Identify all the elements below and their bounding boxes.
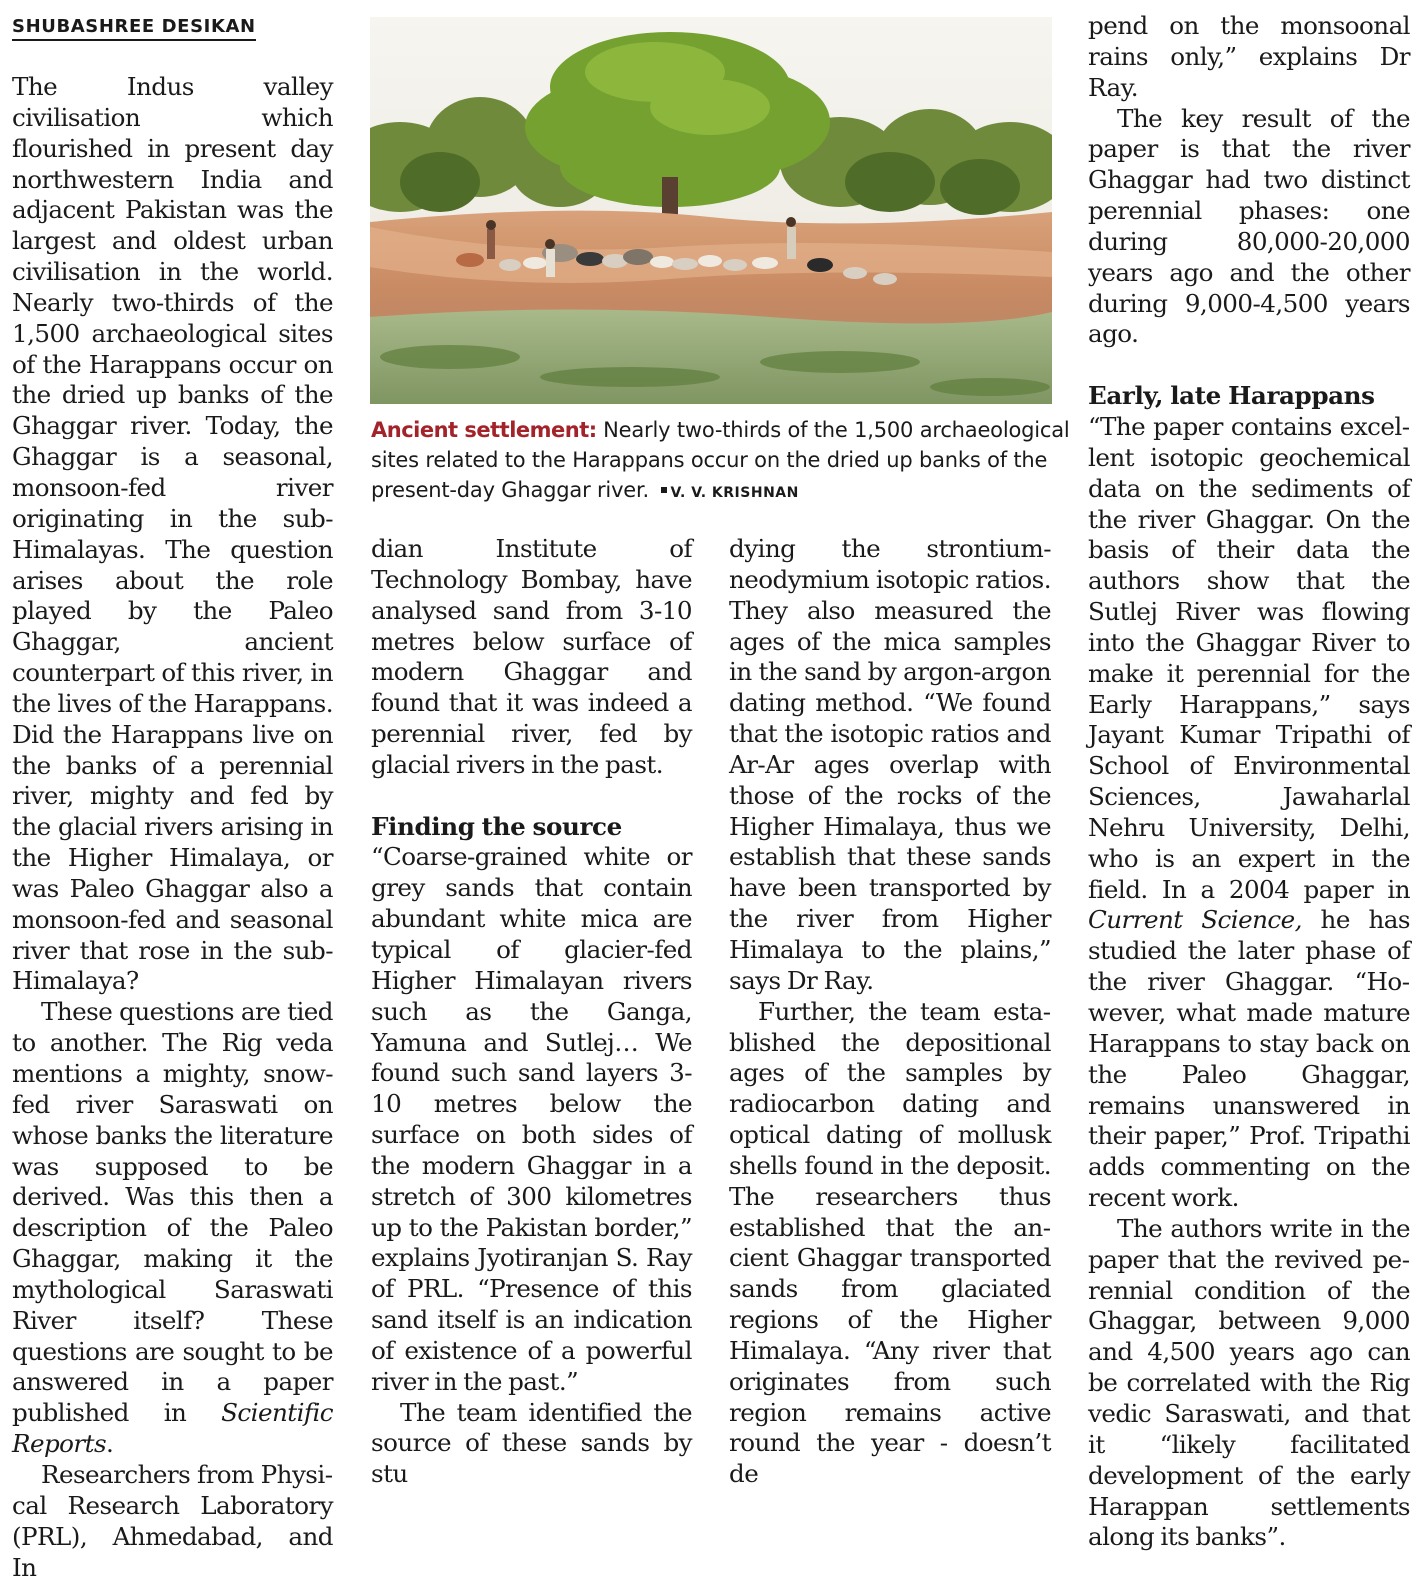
paragraph-text: These questions are tied to another. The Rig veda mentions a mighty, snow-fed river Saraswati on whose banks the literature was supposed to be derived. Was this then a description of the Paleo Ghaggar, making it the mythological Saraswati River itself? These questions are sought to be answered in a paper published in: [12, 997, 333, 1428]
journal-name: Current Science,: [1088, 905, 1302, 935]
caption-lead: Ancient settlement:: [371, 418, 597, 442]
article-paragraph: Researchers from Physical Research Laboratory (PRL), Ahmedabad, and In: [12, 1459, 333, 1582]
article-paragraph: dying the strontium-neodymium isotopic ratios. They also measured the ages of the mica samples in the sand by argon-argon dating method. “We found that the isotopic ratios and Ar-Ar ages overlap with those of the rocks of the Higher Himalaya, thus we establish that these sands have been transported by the river from Higher Himalaya to the plains,” says Dr Ray.: [729, 534, 1051, 995]
credit-marker-icon: [661, 487, 667, 493]
caption-text: Nearly two-thirds of the 1,500 archaeological sites related to the Harappans occur on the dried up banks of the present-day Ghaggar river.: [371, 418, 1070, 503]
article-paragraph: dian Institute of Technology Bombay, have analysed sand from 3-10 metres below surface of modern Ghaggar and found that it was indeed a perennial river, fed by glacial rivers in the past.: [371, 534, 692, 779]
paragraph-text: “The paper contains excellent isotopic geochemical data on the sediments of the river Ghaggar. On the basis of their data the authors show that the Sutlej River was flowing into the Ghaggar River to make it perennial for the Early Harappans,” says Jayant Kumar Tripathi of School of Environmental Sciences, Jawaharlal Nehru University, Delhi, who is an expert in the field. In a 2004 paper in: [1088, 411, 1410, 904]
article-column-3: [729, 534, 1051, 1490]
paragraph-text: .: [106, 1429, 114, 1459]
article-paragraph: “Coarse-grained white or grey sands that contain abundant white mica are typical of glacier-fed Higher Himalayan rivers such as the Ganga, Yamuna and Sutlej… We found such sand layers 3-10 metres below the surface on both sides of the modern Ghaggar in a stretch of 300 kilometres up to the Pakistan border,” explains Jyotiranjan S. Ray of PRL. “Presence of this sand itself is an indication of existence of a powerful river in the past.”: [371, 842, 692, 1396]
article-column-1: [12, 72, 333, 1583]
paragraph-text: he has studied the later phase of the river Ghaggar. “However, what made mature Harappans to stay back on the Paleo Ghaggar, remains unanswered in their paper,” Prof. Tripathi adds commenting on the recent work.: [1088, 905, 1410, 1213]
author-byline: SHUBASHREE DESIKAN: [12, 16, 256, 41]
subheading-finding-the-source: Finding the source: [371, 811, 622, 841]
article-paragraph: pend on the monsoonal rains only,” explains Dr Ray.: [1088, 11, 1410, 102]
article-column-2: [371, 534, 692, 1490]
article-paragraph: Further, the team established the depositional ages of the samples by radiocarbon dating and optical dating of mollusk shells found in the deposit. The researchers thus established that the ancient Ghaggar transported sands from glaciated regions of the Higher Himalaya. “Any river that originates from such region remains active round the year - doesn’t de: [729, 996, 1051, 1489]
article-paragraph: [1088, 412, 1410, 1214]
article-paragraph: [12, 997, 333, 1460]
subheading-early-late-harappans: Early, late Harappans: [1088, 381, 1375, 411]
photo-credit: V. V. KRISHNAN: [670, 485, 799, 502]
photo-caption: [371, 415, 1071, 509]
article-paragraph: The team identified the source of these sands by stu: [371, 1397, 692, 1489]
article-paragraph: The authors write in the paper that the revived perennial condition of the Ghaggar, between 9,000 and 4,500 years ago can be correlated with the Rig vedic Saraswati, and that it “likely facilitated development of the early Harappan settlements along its banks”.: [1088, 1213, 1410, 1552]
article-paragraph: The Indus valley civilisation which flourished in present day northwestern India and adjacent Pakistan was the largest and oldest urban civilisation in the world. Nearly two-thirds of the 1,500 archaeological sites of the Harappans occur on the dried up banks of the Ghaggar river. Today, the Ghaggar is a seasonal, monsoon-fed river originating in the sub-Himalayas. The question arises about the role played by the Paleo Ghaggar, ancient counterpart of this river, in the lives of the Harappans. Did the Harappans live on the banks of a perennial river, mighty and fed by the glacial rivers arising in the Higher Himalaya, or was Paleo Ghaggar also a monsoon-fed and seasonal river that rose in the sub-Himalaya?: [12, 72, 333, 996]
article-paragraph: The key result of the paper is that the river Ghaggar had two distinct perennial phases: one during 80,000-20,000 years ago and the other during 9,000-4,500 years ago.: [1088, 103, 1410, 349]
journal-name: Scientific Reports: [12, 1398, 333, 1459]
article-photo: [370, 17, 1052, 404]
article-column-4: [1088, 11, 1410, 1553]
